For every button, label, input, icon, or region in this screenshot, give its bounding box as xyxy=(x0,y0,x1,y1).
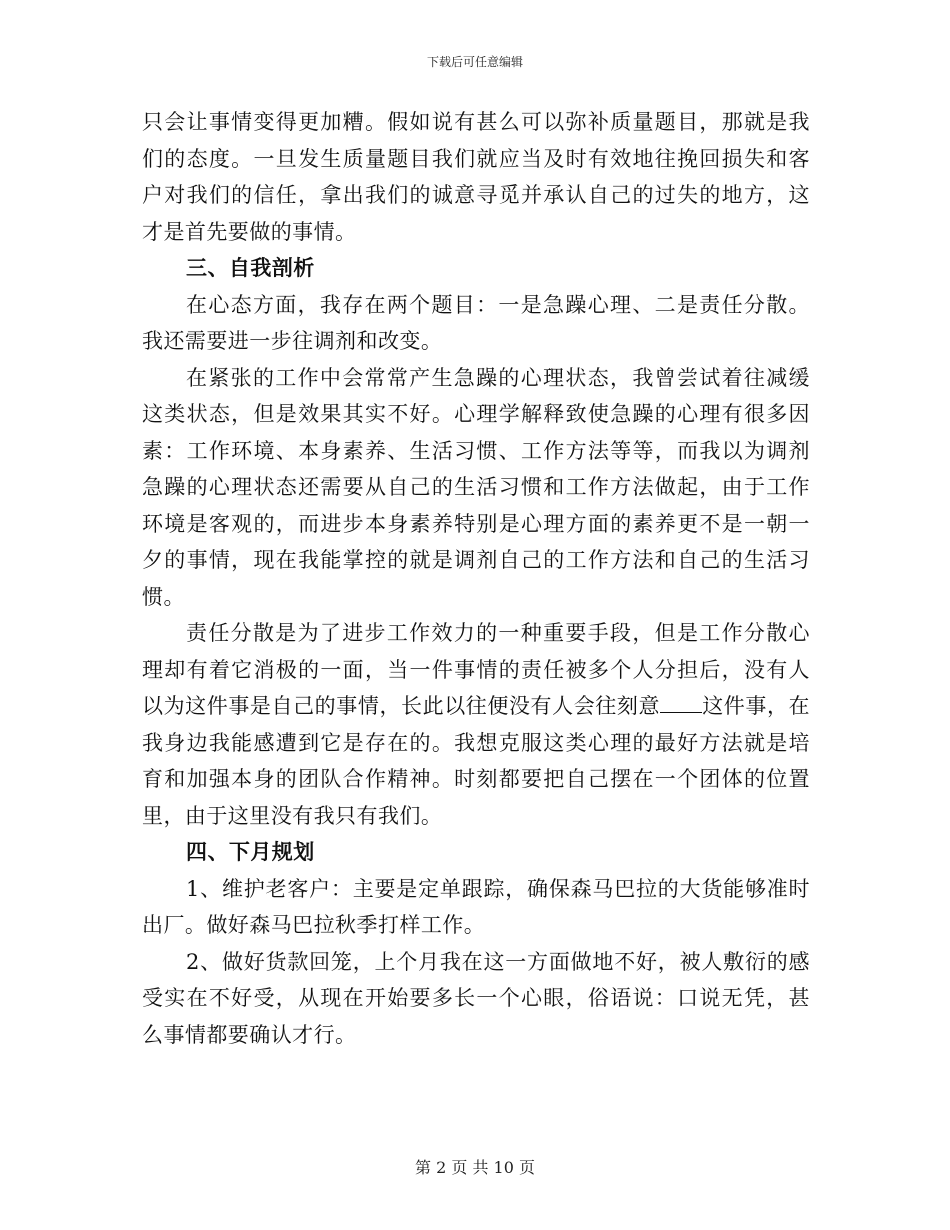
plan-item-2 xyxy=(142,944,810,1054)
section-heading-next-month-plan: 四、下月规划 xyxy=(186,839,315,864)
paragraph-responsibility xyxy=(142,615,810,834)
text-line: 环境是客观的，而进步本身素养特别是心理方面的素养更不是一朝一 xyxy=(142,511,810,536)
section-heading-self-analysis: 三、自我剖析 xyxy=(186,255,315,280)
text-line: 受实在不好受，从现在开始要多长一个心眼，俗语说：口说无凭，甚 xyxy=(142,986,810,1010)
text-line: 户对我们的信任，拿出我们的诚意寻觅并承认自己的过失的地方，这 xyxy=(142,183,810,207)
fill-in-blank xyxy=(660,694,702,713)
text-segment: 这件事，在 xyxy=(702,694,810,718)
document-body xyxy=(142,104,810,1053)
text-line: 育和加强本身的团队合作精神。时刻都要把自己摆在一个团体的位置 xyxy=(142,767,810,791)
text-line: 理却有着它消极的一面，当一件事情的责任被多个人分担后，没有人 xyxy=(142,657,810,682)
plan-item-1 xyxy=(142,871,810,944)
text-line: 2、做好货款回笼，上个月我在这一方面做地不好，被人敷衍的感 xyxy=(186,949,810,974)
text-line: 才是首先要做的事情。 xyxy=(142,219,357,244)
text-line: 在心态方面，我存在两个题目：一是急躁心理、二是责任分散。 xyxy=(186,292,810,317)
text-segment: 以为这件事是自己的事情，长此以往便没有人会往刻意 xyxy=(142,694,661,718)
text-line: 在紧张的工作中会常常产生急躁的心理状态，我曾尝试着往减缓 xyxy=(186,365,810,390)
text-line: 1、维护老客户：主要是定单跟踪，确保森马巴拉的大货能够准时 xyxy=(186,876,810,901)
text-line: 我身边我能感遭到它是存在的。我想克服这类心理的最好方法就是培 xyxy=(142,730,810,755)
text-line: 我还需要进一步往调剂和改变。 xyxy=(142,329,443,353)
text-line: 只会让事情变得更加糟。假如说有甚么可以弥补质量题目，那就是我 xyxy=(142,110,810,134)
text-line: 出厂。做好森马巴拉秋季打样工作。 xyxy=(142,913,486,937)
page-number-footer: 第 2 页 共 10 页 xyxy=(415,1158,535,1177)
text-line: 夕的事情，现在我能掌控的就是调剂自己的工作方法和自己的生活习 xyxy=(142,548,810,572)
text-line: 急躁的心理状态还需要从自己的生活习惯和工作方法做起，由于工作 xyxy=(142,475,810,499)
paragraph-quality xyxy=(142,104,810,250)
text-line: 责任分散是为了进步工作效力的一种重要手段，但是工作分散心 xyxy=(186,621,810,645)
text-line: 么事情都要确认才行。 xyxy=(142,1022,357,1047)
paragraph-impatience xyxy=(142,360,810,616)
text-line-with-blank xyxy=(142,688,810,725)
page-header: 下载后可任意编辑 xyxy=(426,55,523,69)
text-line: 里，由于这里没有我只有我们。 xyxy=(142,803,443,828)
text-line: 们的态度。一旦发生质量题目我们就应当及时有效地往挽回损失和客 xyxy=(142,146,810,171)
text-line: 惯。 xyxy=(142,584,185,609)
paragraph-mindset xyxy=(142,287,810,360)
text-line: 这类状态，但是效果其实不好。心理学解释致使急躁的心理有很多因 xyxy=(142,402,810,426)
text-line: 素：工作环境、本身素养、生活习惯、工作方法等等，而我以为调剂 xyxy=(142,438,810,463)
